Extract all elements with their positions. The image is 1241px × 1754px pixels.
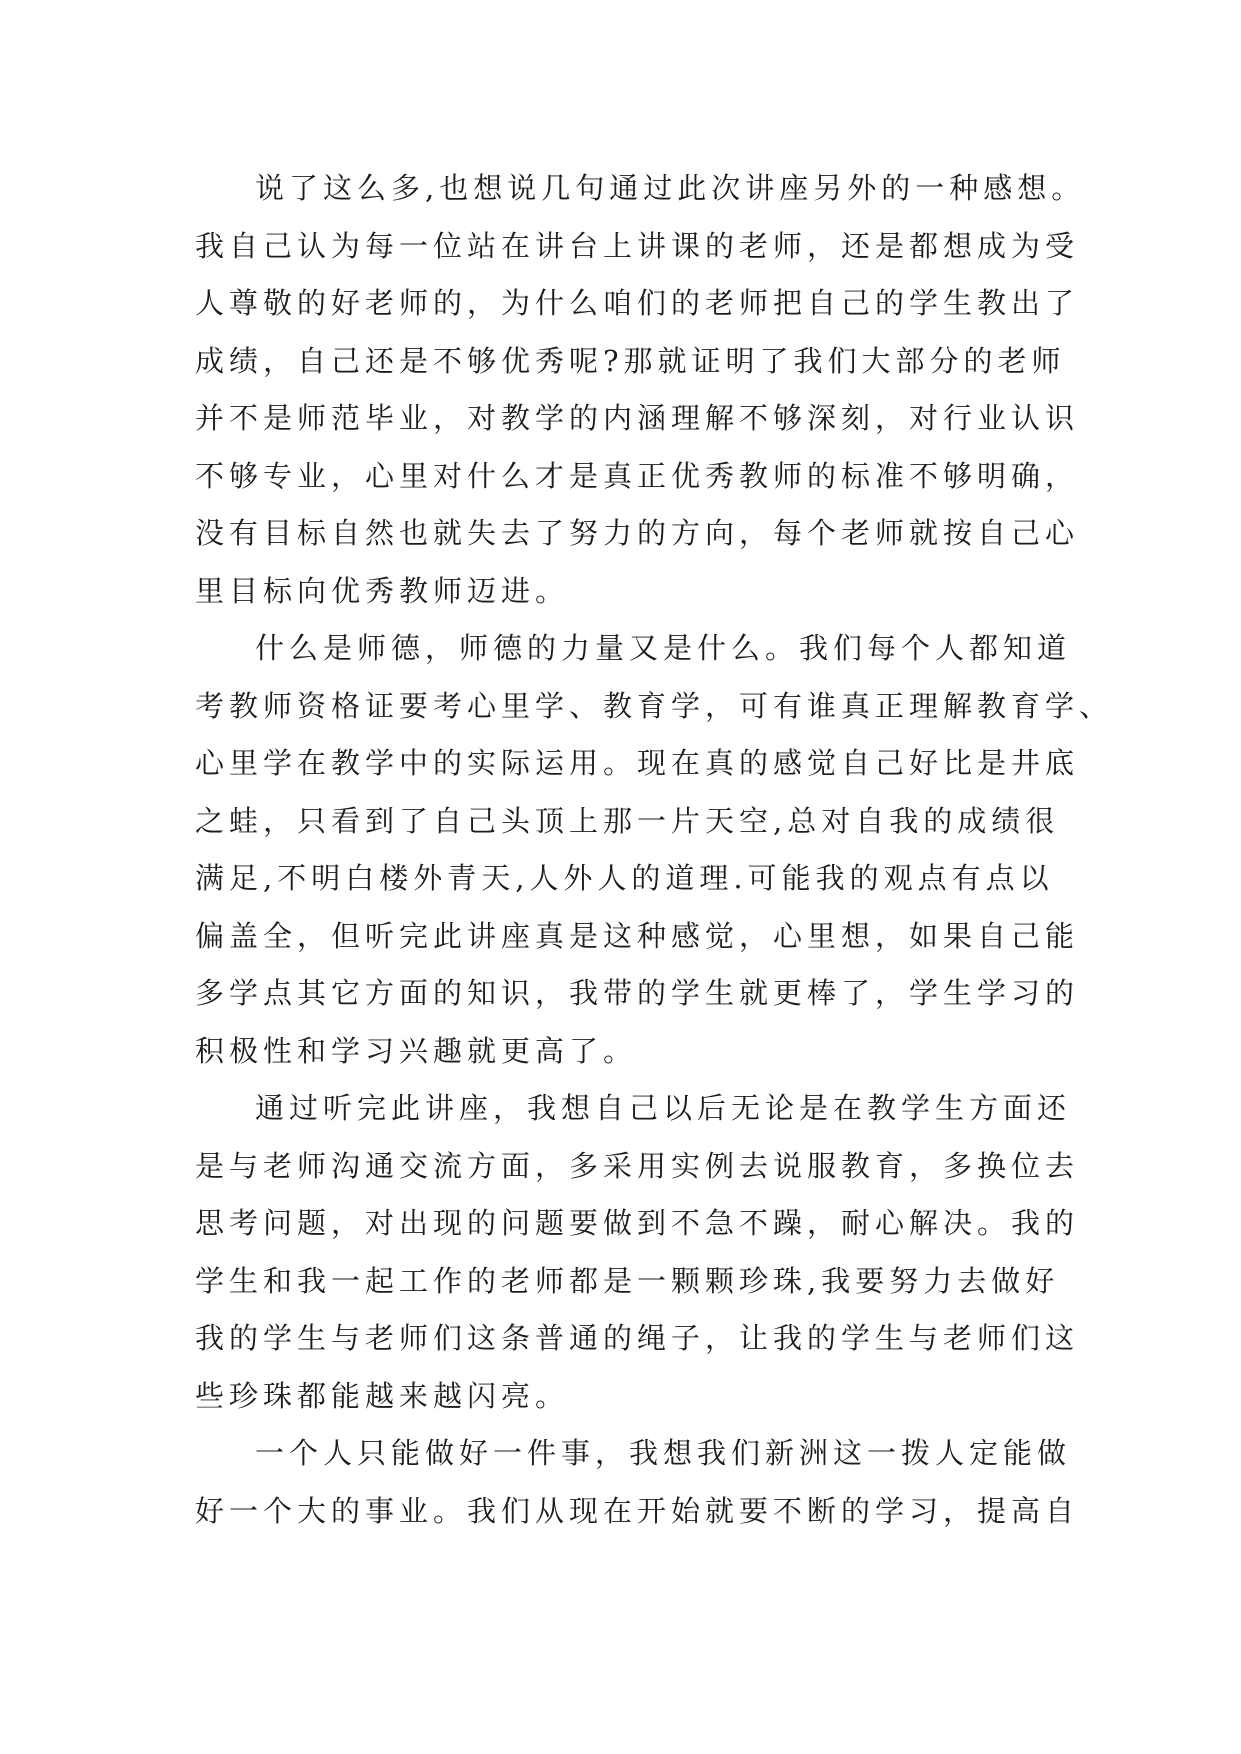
paragraph-line: 我自己认为每一位站在讲台上讲课的老师，还是都想成为受 [195, 228, 1080, 263]
paragraph-line: 我的学生与老师们这条普通的绳子，让我的学生与老师们这 [195, 1321, 1080, 1355]
paragraph-line: 偏盖全，但听完此讲座真是这种感觉，心里想，如果自己能 [195, 918, 1080, 953]
paragraph-line: 说了这么多,也想说几句通过此次讲座另外的一种感想。 [255, 171, 1086, 205]
paragraph-line: 多学点其它方面的知识，我带的学生就更棒了，学生学习的 [195, 976, 1080, 1010]
paragraph-line: 里目标向优秀教师迈进。 [195, 573, 570, 608]
paragraph-line: 心里学在教学中的实际运用。现在真的感觉自己好比是井底 [195, 746, 1080, 780]
paragraph-line: 考教师资格证要考心里学、教育学，可有谁真正理解教育学、 [195, 688, 1114, 723]
paragraph-2 [195, 620, 1114, 1080]
paragraph-line: 人尊敬的好老师的，为什么咱们的老师把自己的学生教出了 [195, 286, 1080, 320]
paragraph-line: 些珍珠都能越来越闪亮。 [195, 1378, 570, 1413]
paragraph-line: 什么是师德，师德的力量又是什么。我们每个人都知道 [255, 631, 1072, 665]
paragraph-4 [195, 1425, 1085, 1540]
paragraph-line: 一个人只能做好一件事，我想我们新洲这一拨人定能做 [255, 1436, 1072, 1470]
paragraph-line: 积极性和学习兴趣就更高了。 [195, 1033, 638, 1068]
paragraph-line: 没有目标自然也就失去了努力的方向，每个老师就按自己心 [195, 516, 1080, 550]
paragraph-3 [195, 1080, 1085, 1425]
paragraph-line: 思考问题，对出现的问题要做到不急不躁，耐心解决。我的 [195, 1206, 1080, 1240]
paragraph-line: 好一个大的事业。我们从现在开始就要不断的学习，提高自 [195, 1493, 1080, 1528]
paragraph-line: 通过听完此讲座，我想自己以后无论是在教学生方面还 [255, 1091, 1072, 1125]
document-body [195, 160, 1114, 1540]
paragraph-line: 之蛙，只看到了自己头顶上那一片天空,总对自我的成绩很 [195, 803, 1060, 838]
paragraph-line: 学生和我一起工作的老师都是一颗颗珍珠,我要努力去做好 [195, 1263, 1060, 1298]
paragraph-line: 成绩，自己还是不够优秀呢?那就证明了我们大部分的老师 [195, 343, 1066, 378]
paragraph-line: 不够专业，心里对什么才是真正优秀教师的标准不够明确， [195, 458, 1080, 493]
paragraph-line: 满足,不明白楼外青天,人外人的道理.可能我的观点有点以 [195, 861, 1054, 895]
paragraph-line: 是与老师沟通交流方面，多采用实例去说服教育，多换位去 [195, 1148, 1080, 1183]
paragraph-1 [195, 160, 1085, 620]
paragraph-line: 并不是师范毕业，对教学的内涵理解不够深刻，对行业认识 [195, 401, 1080, 435]
